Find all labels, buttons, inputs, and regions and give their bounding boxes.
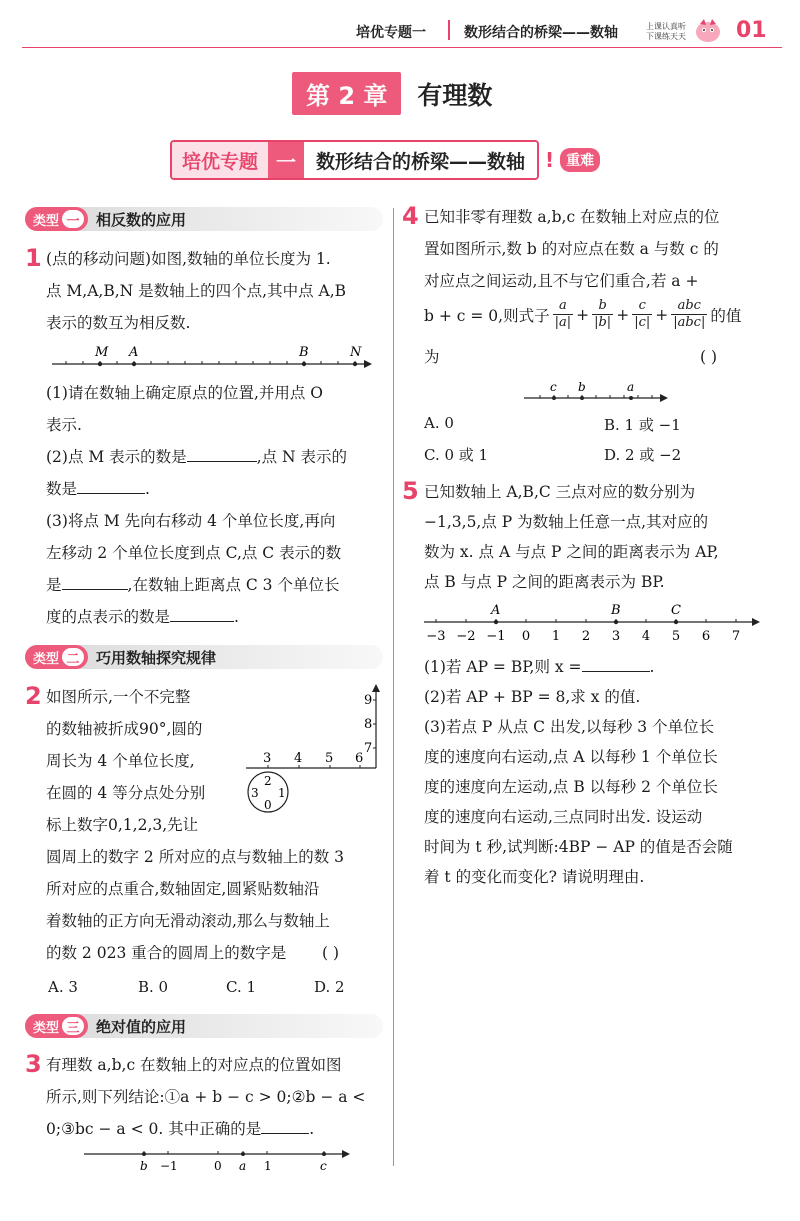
axis-label: 1 bbox=[264, 1159, 272, 1173]
type-heading-1 bbox=[25, 207, 383, 231]
q2-stem-line: 圆周上的数字 2 所对应的点与数轴上的数 3 bbox=[46, 848, 345, 866]
q1-sub3-cont: 是 ,在数轴上距离点 C 3 个单位长 bbox=[46, 570, 339, 600]
tick-label: 3 bbox=[611, 629, 621, 644]
circle-label: 2 bbox=[264, 774, 272, 788]
point-label: N bbox=[350, 345, 362, 360]
axis-label: a bbox=[627, 380, 635, 394]
tick-label: −3 bbox=[426, 629, 446, 644]
q1-stem-line: 点 M,A,B,N 是数轴上的四个点,其中点 A,B bbox=[46, 282, 347, 300]
q1-stem-line: 表示的数互为相反数. bbox=[46, 314, 191, 332]
circle-label: 0 bbox=[264, 798, 272, 812]
q2-stem-line: 着数轴的正方向无滑动滚动,那么与数轴上 bbox=[46, 912, 330, 930]
q5-sub3-line: 度的速度向左运动,点 B 以每秒 2 个单位长 bbox=[424, 778, 718, 796]
question-number: 5 bbox=[402, 477, 419, 505]
q2-stem-line: 的数 2 023 重合的圆周上的数字是 bbox=[46, 944, 287, 962]
chapter-heading bbox=[292, 72, 492, 115]
axis-label: b bbox=[140, 1159, 148, 1173]
tick-label: −1 bbox=[486, 629, 506, 644]
q1-stem-line: (点的移动问题)如图,数轴的单位长度为 1. bbox=[46, 250, 331, 268]
topic-banner bbox=[170, 140, 600, 180]
option-b[interactable]: B. 0 bbox=[138, 978, 169, 996]
type-title: 绝对值的应用 bbox=[96, 1017, 187, 1036]
topic-title: 数形结合的桥梁——数轴 bbox=[304, 142, 537, 178]
q4-stem-wei: 为 bbox=[424, 348, 440, 366]
axis-label: c bbox=[320, 1159, 327, 1173]
q5-stem-line: 数为 x. 点 A 与点 P 之间的距离表示为 AP, bbox=[424, 543, 719, 561]
q1-sub2: (2)点 M 表示的数是 ,点 N 表示的 bbox=[46, 442, 347, 472]
topic-number: 一 bbox=[268, 142, 304, 178]
point-label: C bbox=[671, 603, 681, 618]
q1-sub1-line: 表示. bbox=[46, 416, 82, 434]
q2-stem-line: 的数轴被折成90°,圆的 bbox=[46, 720, 203, 738]
chapter-label: 第 2 章 bbox=[292, 72, 401, 115]
brand-line-2: 下课练天天 bbox=[646, 32, 686, 41]
q4-stem-line: 已知非零有理数 a,b,c 在数轴上对应点的位 bbox=[424, 208, 720, 226]
header-topic: 数形结合的桥梁——数轴 bbox=[464, 25, 618, 41]
q5-stem-line: 已知数轴上 A,B,C 三点对应的数分别为 bbox=[424, 483, 696, 501]
option-a[interactable]: A. 0 bbox=[424, 414, 454, 432]
tick-label: 7 bbox=[731, 629, 741, 644]
axis-label: 0 bbox=[214, 1159, 222, 1173]
type-number: 二 bbox=[62, 648, 84, 666]
q5-sub3-line: (3)若点 P 从点 C 出发,以每秒 3 个单位长 bbox=[424, 718, 715, 736]
point-m bbox=[98, 362, 102, 366]
header-divider bbox=[448, 20, 450, 40]
q1-sub2-cont: 数是 . bbox=[46, 474, 150, 504]
tick-label: 2 bbox=[581, 629, 591, 644]
axis-label: a bbox=[239, 1159, 247, 1173]
q2-folded-axis-figure bbox=[240, 682, 382, 822]
option-d[interactable]: D. 2 或 −2 bbox=[604, 446, 682, 464]
mascot-icon bbox=[694, 18, 722, 44]
q2-stem-line: 所对应的点重合,数轴固定,圆紧贴数轴沿 bbox=[46, 880, 320, 898]
q4-stem-line: 置如图所示,数 b 的对应点在数 a 与数 c 的 bbox=[424, 240, 719, 258]
q5-sub3-line: 度的速度向右运动,三点同时出发. 设运动 bbox=[424, 808, 703, 826]
axis-label: 8 bbox=[364, 717, 373, 732]
q1-number-line bbox=[46, 340, 376, 374]
axis-label: 4 bbox=[294, 751, 303, 766]
q5-number-line bbox=[420, 600, 765, 644]
point-a bbox=[132, 362, 136, 366]
point-label: M bbox=[95, 345, 109, 360]
point-n bbox=[353, 362, 357, 366]
tick-label: 6 bbox=[701, 629, 711, 644]
q5-sub1: (1)若 AP = BP,则 x = . bbox=[424, 652, 654, 682]
chapter-name: 有理数 bbox=[417, 80, 493, 110]
question-number: 1 bbox=[25, 244, 42, 272]
q4-stem-line: 对应点之间运动,且不与它们重合,若 a + bbox=[424, 272, 699, 290]
answer-blank[interactable] bbox=[261, 1117, 309, 1134]
fraction: a |a| bbox=[554, 298, 572, 330]
axis-label: −1 bbox=[160, 1159, 178, 1173]
axis-label: 9 bbox=[364, 693, 373, 708]
question-number: 2 bbox=[25, 682, 42, 710]
tick-label: 5 bbox=[671, 629, 681, 644]
point-label: A bbox=[491, 603, 501, 618]
axis-label: 5 bbox=[325, 751, 334, 766]
q1-sub1-line: (1)请在数轴上确定原点的位置,并用点 O bbox=[46, 384, 324, 402]
column-divider bbox=[393, 208, 394, 1166]
tick-label: 4 bbox=[641, 629, 651, 644]
q5-sub3-line: 度的速度向右运动,点 A 以每秒 1 个单位长 bbox=[424, 748, 718, 766]
question-number: 4 bbox=[402, 202, 419, 230]
q1-sub3-line: 左移动 2 个单位长度到点 C,点 C 表示的数 bbox=[46, 544, 342, 562]
tick-label: −2 bbox=[456, 629, 476, 644]
type-title: 相反数的应用 bbox=[96, 210, 187, 229]
type-tag: 类型 三 bbox=[25, 1014, 88, 1038]
option-d[interactable]: D. 2 bbox=[314, 978, 345, 996]
option-a[interactable]: A. 3 bbox=[48, 978, 78, 996]
type-tag: 类型 二 bbox=[25, 645, 88, 669]
exclaim-icon: ! bbox=[545, 148, 555, 172]
q2-stem-line: 周长为 4 个单位长度, bbox=[46, 752, 195, 770]
brand-line-1: 上课认真听 bbox=[646, 22, 686, 31]
option-c[interactable]: C. 1 bbox=[226, 978, 257, 996]
answer-blank[interactable] bbox=[170, 605, 234, 622]
q3-stem-line-3: 0;③bc − a < 0. 其中正确的是 . bbox=[46, 1114, 314, 1144]
point-label: B bbox=[611, 603, 621, 618]
answer-blank[interactable] bbox=[187, 445, 257, 462]
fraction: $\frac{b}{|b|}$ bbox=[594, 298, 612, 330]
option-c[interactable]: C. 0 或 1 bbox=[424, 446, 489, 464]
circle-label: 3 bbox=[251, 786, 259, 800]
q3-number-line bbox=[80, 1146, 360, 1176]
question-number: 3 bbox=[25, 1050, 42, 1078]
q5-sub2: (2)若 AP + BP = 8,求 x 的值. bbox=[424, 688, 641, 706]
type-title: 巧用数轴探究规律 bbox=[96, 648, 217, 667]
q5-sub3-line: 时间为 t 秒,试判断:4BP − AP 的值是否会随 bbox=[424, 838, 733, 856]
circle-label: 1 bbox=[278, 786, 286, 800]
q4-number-line bbox=[520, 378, 670, 406]
answer-paren[interactable]: ( ) bbox=[700, 348, 718, 366]
topic-label: 培优专题 bbox=[172, 142, 268, 178]
fraction: $\frac{c}{|c|}$ bbox=[634, 298, 651, 330]
q3-stem-line: 所示,则下列结论:①a + b − c > 0;②b − a < bbox=[46, 1088, 366, 1106]
answer-blank[interactable] bbox=[62, 573, 128, 590]
brand-slogan bbox=[646, 22, 686, 42]
answer-blank[interactable] bbox=[582, 655, 650, 672]
q2-stem-line: 标上数字0,1,2,3,先让 bbox=[46, 816, 199, 834]
fraction: abc |abc| bbox=[673, 298, 706, 330]
point-b bbox=[302, 362, 306, 366]
tick-label: 1 bbox=[551, 629, 561, 644]
header-rule bbox=[22, 47, 782, 48]
q1-sub3-cont: 度的点表示的数是 . bbox=[46, 602, 239, 632]
q1-sub3-line: (3)将点 M 先向右移动 4 个单位长度,再向 bbox=[46, 512, 336, 530]
q4-formula-line: b + c = 0,则式子 a |a| + $\frac{b}{|b|}$ + $\frac{c}{|c|}$ + abc |abc| 的值 bbox=[424, 298, 742, 330]
point-label: B bbox=[299, 345, 309, 360]
option-b[interactable]: B. 1 或 −1 bbox=[604, 416, 681, 434]
tick-label: 0 bbox=[521, 629, 531, 644]
answer-paren[interactable]: ( ) bbox=[322, 944, 340, 962]
header-series: 培优专题一 bbox=[356, 25, 426, 41]
point-label: A bbox=[129, 345, 139, 360]
q2-stem-line: 如图所示,一个不完整 bbox=[46, 688, 191, 706]
type-heading-2 bbox=[25, 645, 383, 669]
difficulty-badge: 重难 bbox=[560, 148, 600, 172]
q5-stem-line: −1,3,5,点 P 为数轴上任意一点,其对应的 bbox=[424, 513, 709, 531]
axis-label: 3 bbox=[263, 751, 272, 766]
answer-blank[interactable] bbox=[77, 477, 145, 494]
type-tag: 类型 一 bbox=[25, 207, 88, 231]
q5-stem-line: 点 B 与点 P 之间的距离表示为 BP. bbox=[424, 573, 665, 591]
axis-label: b bbox=[578, 380, 586, 394]
axis-label: 6 bbox=[355, 751, 364, 766]
type-number: 一 bbox=[62, 210, 84, 228]
topic-banner-box bbox=[170, 140, 539, 180]
type-number: 三 bbox=[62, 1017, 84, 1035]
axis-label: 7 bbox=[364, 741, 373, 756]
axis-label: c bbox=[550, 380, 557, 394]
q3-stem-line: 有理数 a,b,c 在数轴上的对应点的位置如图 bbox=[46, 1056, 342, 1074]
q5-sub3-line: 着 t 的变化而变化? 请说明理由. bbox=[424, 868, 645, 886]
q2-stem-line: 在圆的 4 等分点处分别 bbox=[46, 784, 206, 802]
page-number: 01 bbox=[736, 18, 767, 43]
type-heading-3 bbox=[25, 1014, 383, 1038]
